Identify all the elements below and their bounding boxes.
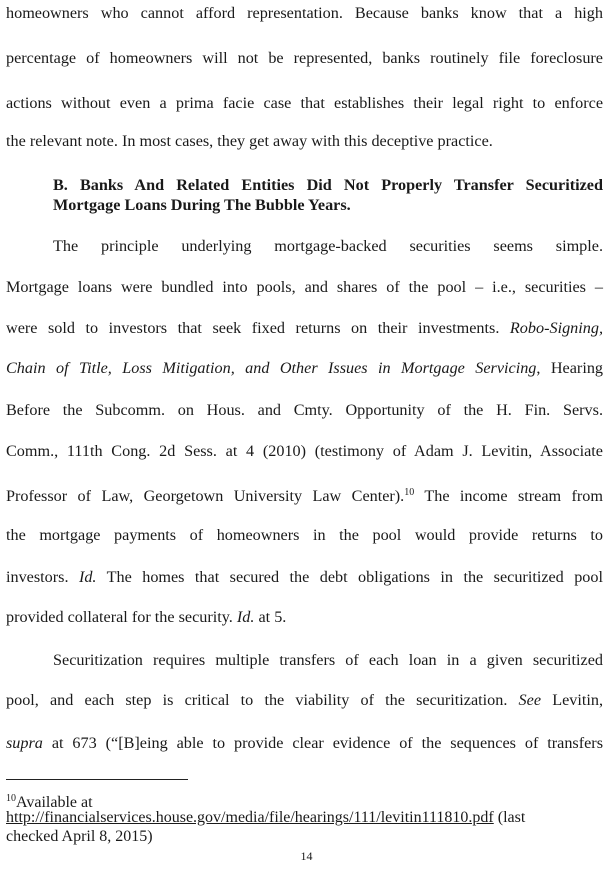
footnote-link[interactable]: http://financialservices.house.gov/media/file/hearings/111/levitin111810.pdf xyxy=(6,809,494,826)
signal-word: supra xyxy=(6,734,43,752)
signal-word: See xyxy=(518,691,542,709)
body-line: The principle underlying mortgage-backed securities seems simple. xyxy=(53,237,603,255)
footnote-text: (last xyxy=(493,809,526,826)
text-run: provided collateral for the security. xyxy=(6,608,237,626)
body-line: Mortgage loans were bundled into pools, and shares of the pool – i.e., securities – xyxy=(6,278,603,296)
page-number: 14 xyxy=(300,849,313,863)
body-line xyxy=(6,567,603,587)
body-line xyxy=(6,690,603,710)
body-line xyxy=(6,358,603,378)
text-run: Professor of Law, Georgetown University Law Center). xyxy=(6,487,405,505)
body-line: percentage of homeowners will not be represented, banks routinely file foreclosure xyxy=(6,49,603,67)
text-run: at 673 (“[B]eing able to provide clear evidence of the sequences of transfers xyxy=(42,734,603,752)
text-run: investors. xyxy=(6,568,79,586)
body-line: Comm., 111th Cong. 2d Sess. at 4 (2010) (testimony of Adam J. Levitin, Associate xyxy=(6,442,603,460)
footnote-text: Available at xyxy=(16,794,93,811)
body-line: Before the Subcomm. on Hous. and Cmty. Opportunity of the H. Fin. Servs. xyxy=(6,401,603,419)
text-run: The homes that secured the debt obligations in the securitized pool xyxy=(96,568,603,586)
case-citation: Robo-Signing, xyxy=(509,319,603,337)
text-run: The income stream from xyxy=(414,487,603,505)
text-run: were sold to investors that seek fixed returns on their investments. xyxy=(6,319,500,337)
text-run: pool, and each step is critical to the viability of the securitization. xyxy=(6,691,519,709)
body-line: the mortgage payments of homeowners in the pool would provide returns to xyxy=(6,526,603,544)
footnote-line xyxy=(6,808,525,827)
case-citation: Chain of Title, Loss Mitigation, and Other Issues in Mortgage Servicing xyxy=(6,359,537,377)
body-line: homeowners who cannot afford representation. Because banks know that a high xyxy=(6,4,603,22)
section-heading-line: Mortgage Loans During The Bubble Years. xyxy=(53,196,351,214)
id-citation: Id. xyxy=(78,568,97,586)
text-run: at 5. xyxy=(254,608,287,626)
footnote-reference: 10 xyxy=(404,487,415,498)
body-line xyxy=(6,483,603,506)
body-line xyxy=(6,318,603,338)
body-line: the relevant note. In most cases, they get away with this deceptive practice. xyxy=(6,132,493,150)
text-run: , Hearing xyxy=(536,359,604,377)
text-run: Levitin, xyxy=(541,691,603,709)
body-line: Securitization requires multiple transfers of each loan in a given securitized xyxy=(53,651,603,669)
id-citation: Id. xyxy=(236,608,255,626)
body-line xyxy=(6,607,603,627)
body-line xyxy=(6,733,603,753)
section-heading-line: B. Banks And Related Entities Did Not Properly Transfer Securitized xyxy=(53,176,603,194)
footnote-divider xyxy=(6,779,188,780)
footnote-number: 10 xyxy=(6,793,16,804)
footnote-line: checked April 8, 2015) xyxy=(6,828,153,845)
body-line: actions without even a prima facie case that establishes their legal right to enforce xyxy=(6,94,603,112)
